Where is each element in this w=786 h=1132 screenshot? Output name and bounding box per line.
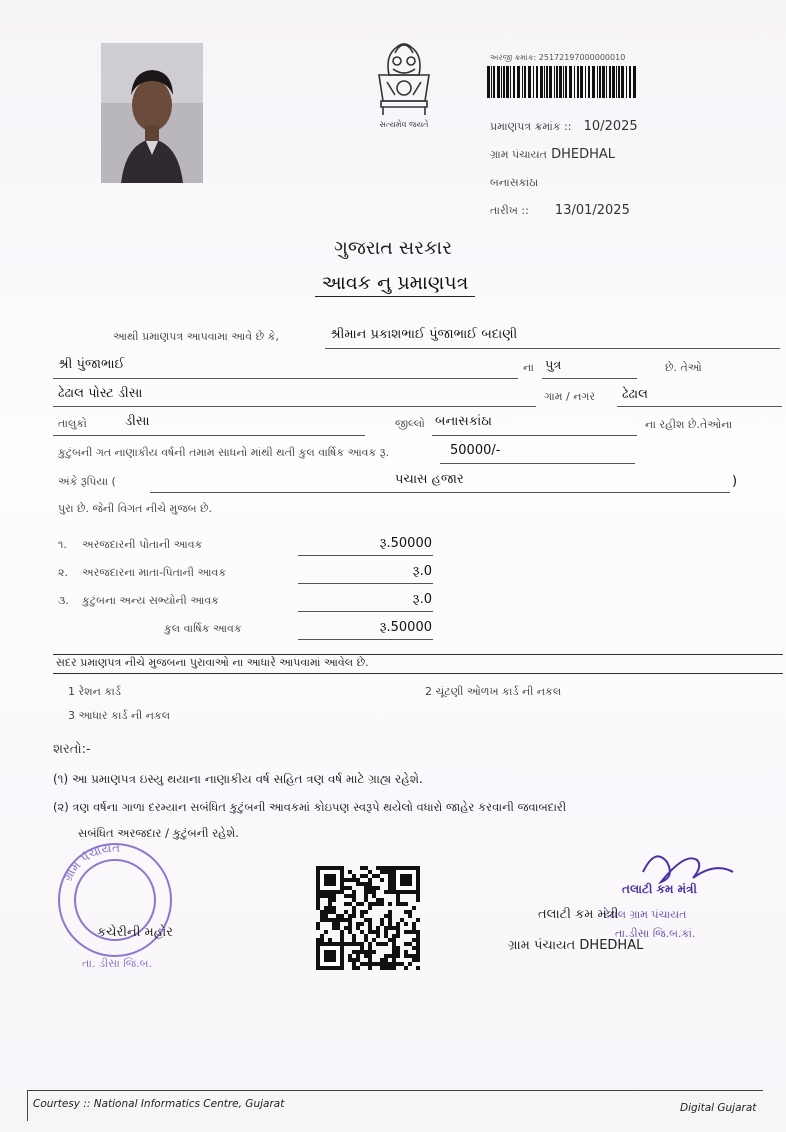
government-title: ગુજરાત સરકાર <box>333 237 453 259</box>
row-label: અરજદારના માતા-પિતાની આવક <box>82 566 227 579</box>
row-value: રૂ.0 <box>412 592 432 607</box>
panchayat-label: ગ્રામ પંચાયત <box>490 148 547 161</box>
address: ઢેઢાલ પોસ્ટ ડીસા <box>58 386 143 401</box>
footer-brand: Digital Gujarat <box>680 1102 757 1114</box>
words-label: અંકે રૂપિયા ( <box>58 475 116 488</box>
condition-2-continued: સબંધિત અરજદાર / કુટુંબની રહેશે. <box>78 826 239 840</box>
row-label: કુટુંબના અન્ય સભ્યોની આવક <box>82 594 219 607</box>
taluka: ડીસા <box>125 414 150 429</box>
certificate-number: 10/2025 <box>583 119 638 134</box>
office-seal-stamp <box>45 840 185 960</box>
stamp-right-line-3: તા.ડીસા જિ.બ.કાં. <box>615 927 696 940</box>
details-text: પુરા છે. જેની વિગત નીચે મુજબ છે. <box>58 502 213 515</box>
proof-item: 3 આધાર કાર્ડ ની નકલ <box>68 709 171 722</box>
panchayat-name: DHEDHAL <box>551 147 615 162</box>
svg-text:ગ્રામ પંચાયત <box>60 841 120 884</box>
stamp-left-top-text: ગ્રામ પંચાયત <box>60 840 121 884</box>
barcode <box>487 66 640 98</box>
total-value: રૂ.50000 <box>379 620 432 635</box>
proof-item: 2 ચૂંટણી ઓળખ કાર્ડ ની નકલ <box>425 685 562 698</box>
certificate-number-label: પ્રમાણપત્ર ક્રમાંક :: <box>490 120 572 133</box>
date-row <box>490 203 630 218</box>
income-text: કુટુંબની ગત નાણાકીય વર્ષની તમામ સાધનો માંથી થતી કુલ વાર્ષિક આવક રૂ. <box>58 446 390 459</box>
taluka-label: તાલુકો <box>58 417 87 430</box>
income-table <box>58 536 438 648</box>
national-emblem-icon <box>365 35 443 130</box>
row-value: રૂ.50000 <box>379 536 432 551</box>
village-label: ગામ / નગર <box>544 390 596 403</box>
relation: પુત્ર <box>545 358 562 373</box>
condition-2: (૨) ત્રણ વર્ષના ગાળા દરમ્યાન સબંધિત કુટુંબની આવકમાં કોઇપણ સ્વરૂપે થયેલો વધારો જાહેર કરવાની જવાબદારી <box>53 800 567 814</box>
income-value: 50000/- <box>450 443 501 458</box>
certificate-number-row <box>490 119 638 134</box>
application-number-row <box>490 53 625 63</box>
stamp-right-line-1: તલાટી કમ મંત્રી <box>622 882 697 896</box>
applicant-photo <box>101 43 203 183</box>
table-row-total <box>58 620 438 648</box>
application-number-label: અરજી ક્રમાંક: <box>490 53 537 62</box>
intro-text: આથી પ્રમાણપત્ર આપવામા આવે છે કે, <box>113 330 279 343</box>
conditions-heading: શરતો:- <box>53 742 91 757</box>
signature-panchayat: ગ્રામ પંચાયત DHEDHAL <box>508 938 644 953</box>
na-text: ના <box>523 361 534 374</box>
village: ઢેઢાલ <box>622 387 648 402</box>
total-label: કુલ વાર્ષિક આવક <box>164 622 242 635</box>
office-seal-label: કચેરીની મહોર <box>97 925 173 940</box>
district-label: જીલ્લો <box>395 417 425 430</box>
header-district: બનાસકાંઠા <box>490 176 539 189</box>
table-row <box>58 592 438 620</box>
date-label: તારીખ :: <box>490 204 529 217</box>
footer-courtesy: Courtesy :: National Informatics Centre, Gujarat <box>33 1098 285 1110</box>
qr-code <box>316 866 420 970</box>
table-row <box>58 536 438 564</box>
talati-designation: તલાટી કમ મંત્રી <box>538 907 619 922</box>
emblem-caption: સત્યમેવ જયતે <box>379 120 429 129</box>
applicant-name: શ્રીમાન પ્રકાશભાઈ પુંજાભાઈ બદાણી <box>330 327 518 342</box>
row-value: રૂ.0 <box>412 564 432 579</box>
table-row <box>58 564 438 592</box>
application-number: 25172197000000010 <box>538 53 626 62</box>
certificate-date: 13/01/2025 <box>554 203 630 218</box>
che-tema-text: છે. તેઓ <box>665 361 702 374</box>
row-label: અરજદારની પોતાની આવક <box>82 538 203 551</box>
proofs-heading: સદર પ્રમાણપત્ર નીચે મુજબના પુરાવાઓ ના આધારે આપવામાં આવેલ છે. <box>56 656 369 669</box>
stamp-left-bottom-text: તા. ડીસા જિ.બ. <box>82 957 152 970</box>
panchayat-row <box>490 147 615 162</box>
stamp-right-line-2: ઢેઢાલ ગ્રામ પંચાયત <box>604 908 687 921</box>
district: બનાસકાંઠા <box>435 414 492 429</box>
condition-1: (૧) આ પ્રમાણપત્ર ઇસ્યુ થયાના નાણાકીય વર્ષ સહિત ત્રણ વર્ષ માટે ગ્રાહ્ય રહેશે. <box>53 772 423 786</box>
resident-text: ના રહીશ છે.તેઓના <box>645 418 733 431</box>
certificate-title: આવક નુ પ્રમાણપત્ર <box>315 272 475 297</box>
close-paren: ) <box>732 474 738 489</box>
row-number: ૨. <box>58 566 68 579</box>
row-number: ૧. <box>58 538 67 551</box>
row-number: ૩. <box>58 594 69 607</box>
father-name: શ્રી પુંજાભાઈ <box>58 357 125 372</box>
income-words: પચાસ હજાર <box>395 472 464 487</box>
proof-item: 1 રેશન કાર્ડ <box>68 685 121 698</box>
